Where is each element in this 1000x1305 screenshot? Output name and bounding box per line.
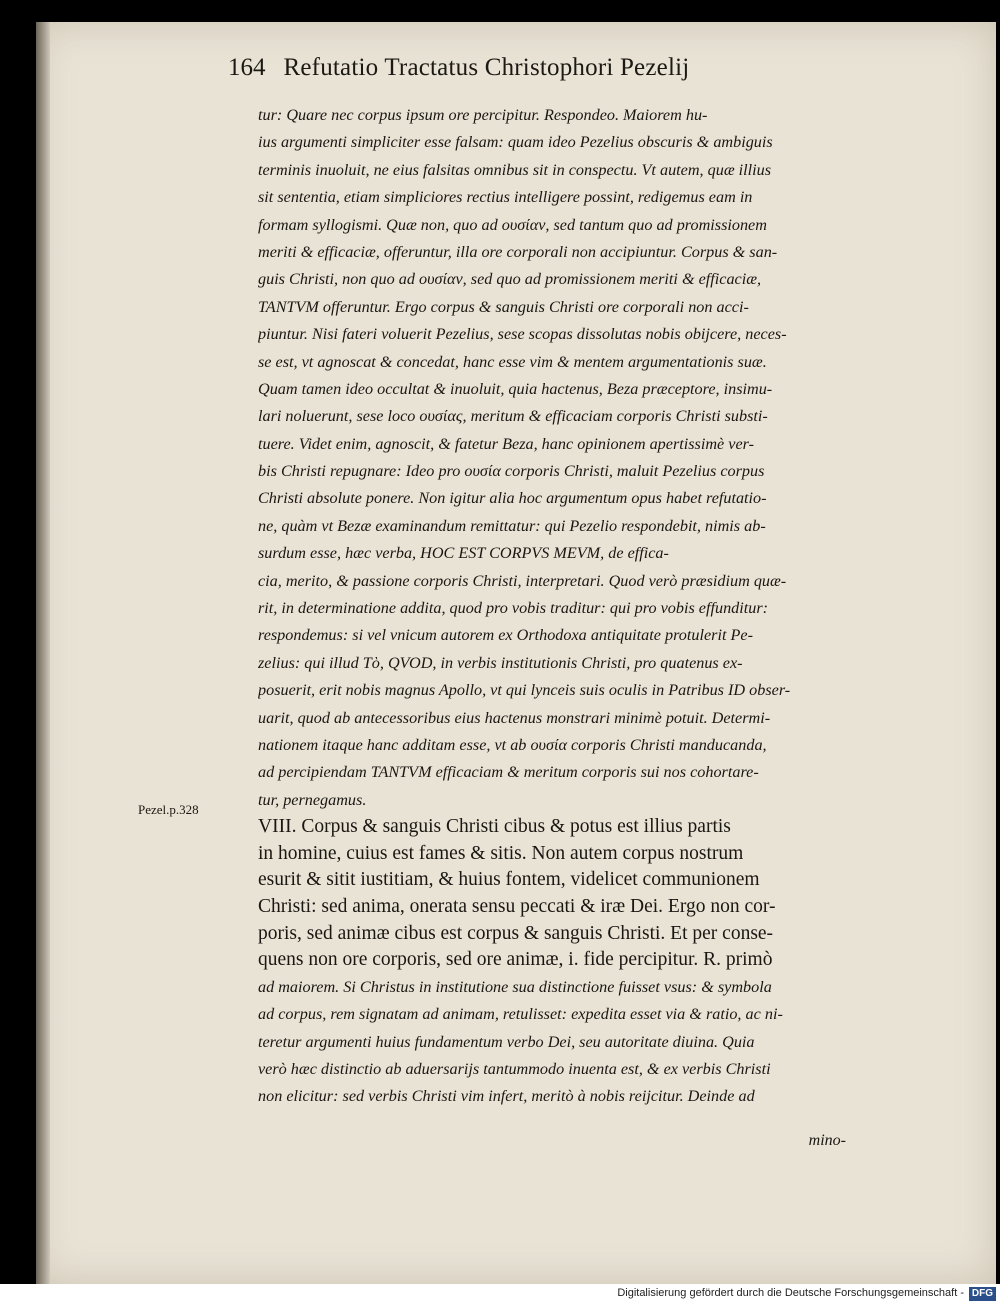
text-line: Christi absolute ponere. Non igitur alia hoc argumentum opus habet refutatio- bbox=[258, 489, 767, 508]
text-line: nationem itaque hanc additam esse, vt ab ουσία corporis Christi manducanda, bbox=[258, 735, 767, 754]
text-line: ne, quàm vt Bezæ examinandum remittatur: qui Pezelio respondebit, nimis ab- bbox=[258, 516, 766, 535]
running-title: Refutatio Tractatus Christophori Pezelij bbox=[283, 54, 690, 81]
text-line: guis Christi, non quo ad ουσίαν, sed quo ad promissionem meriti & efficaciæ, bbox=[258, 270, 762, 289]
footer-bar bbox=[0, 1284, 1000, 1305]
text-line: meriti & efficaciæ, offeruntur, illa ore corporali non accipiuntur. Corpus & san- bbox=[258, 242, 778, 261]
text-line: formam syllogismi. Quæ non, quo ad ουσίαν, sed tantum quo ad promissionem bbox=[258, 215, 767, 234]
catchword: mino- bbox=[808, 1132, 846, 1149]
text-line: ad corpus, rem signatam ad animam, retulisset: expedita esset via & ratio, ac ni- bbox=[258, 1005, 783, 1024]
page-gutter-shadow bbox=[36, 22, 50, 1284]
text-line: in homine, cuius est fames & sitis. Non autem corpus nostrum bbox=[258, 842, 744, 864]
text-line: sit sententia, etiam simpliciores rectius intelligere possint, redigemus eam in bbox=[258, 188, 753, 207]
text-line: terminis inuoluit, ne eius falsitas omnibus sit in conspectu. Vt autem, quæ illius bbox=[258, 160, 772, 179]
text-line: Christi: sed anima, onerata sensu peccati & iræ Dei. Ergo non cor- bbox=[258, 895, 776, 917]
text-line: tuere. Videt enim, agnoscit, & fatetur Beza, hanc opinionem apertissimè ver- bbox=[258, 434, 754, 453]
italic-paragraph bbox=[258, 102, 928, 814]
book-page bbox=[36, 22, 996, 1284]
running-head bbox=[228, 54, 689, 82]
dfg-logo: DFG bbox=[969, 1287, 996, 1301]
text-line: ad percipiendam TANTVM efficaciam & meritum corporis sui nos cohortare- bbox=[258, 763, 759, 782]
italic-paragraph-continued bbox=[258, 974, 928, 1111]
text-line: Quam tamen ideo occultat & inuoluit, quia hactenus, Beza præceptore, insimu- bbox=[258, 379, 773, 398]
page-number: 164 bbox=[228, 54, 266, 81]
text-line: cia, merito, & passione corporis Christi, interpretari. Quod verò præsidium quæ- bbox=[258, 571, 787, 590]
text-line: posuerit, erit nobis magnus Apollo, vt qui lynceis suis oculis in Patribus ID obser- bbox=[258, 681, 791, 700]
roman-paragraph bbox=[258, 814, 928, 974]
text-line: surdum esse, hæc verba, HOC EST CORPVS MEVM, de effica- bbox=[258, 544, 669, 563]
text-line: lari noluerunt, sese loco ουσίας, meritum & efficaciam corporis Christi substi- bbox=[258, 407, 768, 426]
text-line: verò hæc distinctio ab aduersarijs tantummodo inuenta est, & ex verbis Christi bbox=[258, 1059, 771, 1078]
text-line: uarit, quod ab antecessoribus eius hactenus monstrari minimè potuit. Determi- bbox=[258, 708, 771, 727]
text-line: tur, pernegamus. bbox=[258, 790, 367, 809]
text-line: ad maiorem. Si Christus in institutione sua distinctione fuisset vsus: & symbola bbox=[258, 977, 772, 996]
text-line: ius argumenti simpliciter esse falsam: quam ideo Pezelius obscuris & ambiguis bbox=[258, 133, 773, 152]
text-line: se est, vt agnoscat & concedat, hanc esse vim & mentem argumentationis suæ. bbox=[258, 352, 767, 371]
text-line: bis Christi repugnare: Ideo pro ουσία corporis Christi, maluit Pezelius corpus bbox=[258, 462, 765, 481]
text-line: quens non ore corporis, sed ore animæ, i. fide percipitur. R. primò bbox=[258, 949, 773, 971]
text-line: VIII. Corpus & sanguis Christi cibus & potus est illius partis bbox=[258, 816, 731, 838]
text-line: rit, in determinatione addita, quod pro vobis traditur: qui pro vobis effunditur: bbox=[258, 599, 769, 618]
text-line: tur: Quare nec corpus ipsum ore percipitur. Respondeo. Maiorem hu- bbox=[258, 106, 708, 124]
body-text bbox=[258, 102, 928, 1111]
footer-credit: Digitalisierung gefördert durch die Deutsche Forschungsgemeinschaft - bbox=[617, 1287, 964, 1299]
margin-note: Pezel.p.328 bbox=[138, 802, 199, 817]
text-line: esurit & sitit iustitiam, & huius fontem, videlicet communionem bbox=[258, 869, 760, 891]
text-line: piuntur. Nisi fateri voluerit Pezelius, sese scopas dissolutas nobis obijcere, neces- bbox=[258, 325, 787, 344]
text-line: TANTVM offeruntur. Ergo corpus & sanguis Christi ore corporali non acci- bbox=[258, 297, 749, 316]
text-line: non elicitur: sed verbis Christi vim infert, meritò à nobis reijcitur. Deinde ad bbox=[258, 1087, 755, 1106]
text-line: teretur argumenti huius fundamentum verbo Dei, seu autoritate diuina. Quia bbox=[258, 1032, 755, 1051]
text-line: respondemus: si vel vnicum autorem ex Orthodoxa antiquitate protulerit Pe- bbox=[258, 626, 753, 645]
text-line: poris, sed animæ cibus est corpus & sanguis Christi. Et per conse- bbox=[258, 922, 774, 944]
text-line: zelius: qui illud Τὸ, QVOD, in verbis institutionis Christi, pro quatenus ex- bbox=[258, 653, 743, 672]
